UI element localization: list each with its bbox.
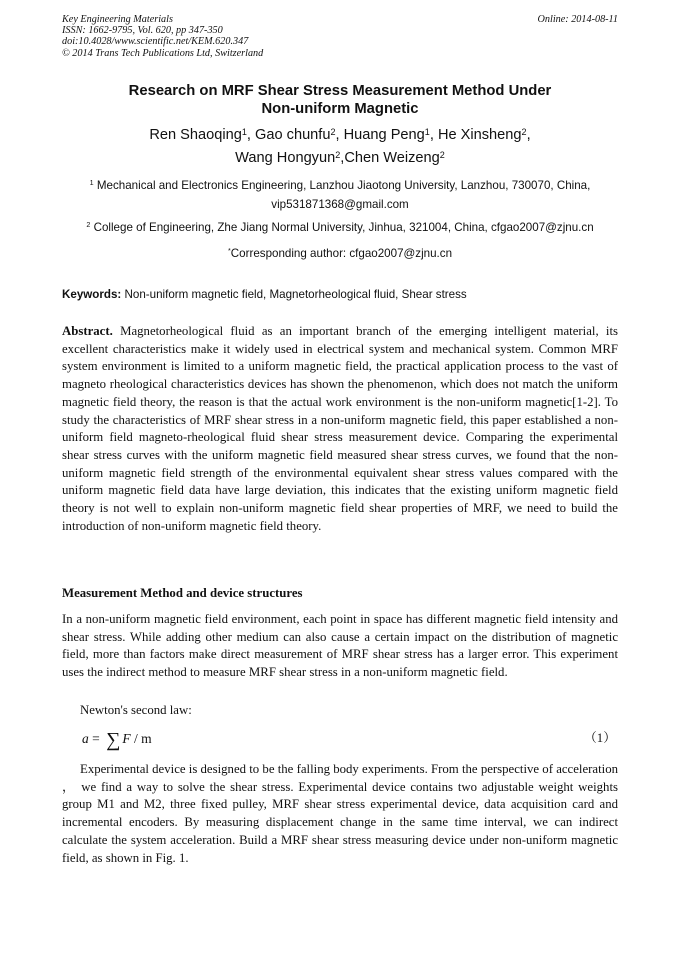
keywords <box>62 286 618 303</box>
paper-title <box>62 82 618 118</box>
affiliation-text: Mechanical and Electronics Engineering, Lanzhou Jiaotong University, Lanzhou, 730070, China, <box>96 179 591 192</box>
equation-sum-symbol: ∑ <box>106 729 121 751</box>
equation-force: F <box>122 731 131 746</box>
newton-law-label: Newton's second law: <box>80 703 192 717</box>
paper-title-line-1: Research on MRF Shear Stress Measurement Method Under <box>128 83 552 99</box>
author-list <box>62 124 618 170</box>
journal-name: Key Engineering Materials <box>62 14 173 25</box>
author-separator: , <box>246 127 256 143</box>
author-name: Ren Shaoqing <box>149 127 242 143</box>
author-separator: , <box>429 127 438 143</box>
corresponding-mark: * <box>227 246 231 256</box>
equation-1 <box>82 727 152 752</box>
body-paragraph-2: Experimental device is designed to be the falling body experiments. From the perspective of acceleration ， we find a way to solve the shear stress. Experimental device contains two adjustable weight weights group M1 and M2, three fixed pulley, MRF shear stress experimental device, data acquisition card and incremental encoders. By measuring displacement change in the same time interval, we can indirect calculate the system acceleration. Build a MRF shear stress measuring device under non-uniform magnetic field, as shown in Fig. 1. <box>62 762 618 865</box>
journal-issn: ISSN: 1662-9795, Vol. 620, pp 347-350 <box>62 25 223 37</box>
keywords-text: Non-uniform magnetic field, Magnetorheological fluid, Shear stress <box>124 288 467 301</box>
author-affiliation-mark: 1 <box>241 126 247 137</box>
online-date: Online: 2014-08-11 <box>537 14 618 25</box>
author-separator: , <box>335 127 344 143</box>
equation-lhs: a <box>82 731 89 746</box>
author-name: He Xinsheng <box>437 127 522 143</box>
keywords-label: Keywords: <box>62 288 122 301</box>
abstract-label: Abstract. <box>62 324 113 338</box>
journal-copyright: © 2014 Trans Tech Publications Ltd, Switzerland <box>62 47 264 59</box>
author-line-1 <box>62 124 618 147</box>
author-name: Wang Hongyun <box>235 150 336 166</box>
author-line-2 <box>62 147 618 170</box>
author-affiliation-mark: 2 <box>335 149 341 160</box>
affiliation-2 <box>62 219 618 238</box>
author-affiliation-mark: 1 <box>424 126 430 137</box>
equation-rest: / m <box>130 731 152 746</box>
corresponding-text: Corresponding author: cfgao2007@zjnu.cn <box>230 247 453 260</box>
author-affiliation-mark: 2 <box>521 126 527 137</box>
section-heading: Measurement Method and device structures <box>62 586 303 600</box>
journal-doi: doi:10.4028/www.scientific.net/KEM.620.347 <box>62 36 249 48</box>
affiliation-mark: 1 <box>89 178 94 188</box>
author-name: Huang Peng <box>343 127 425 143</box>
author-affiliation-mark: 2 <box>439 149 445 160</box>
author-name: Chen Weizeng <box>344 150 440 166</box>
affiliation-1 <box>62 177 618 214</box>
abstract-text: Magnetorheological fluid as an important branch of the emerging intelligent material, its excellent characteristics make it widely used in electrical system and mechanical system. Common MRF system environment is limited to a uniform magnetic field, the practical application process to the vast of magneto rheological characteristics devices has shown the phenomenon, which does not match the uniform magnetic field theory, the reason is that the actual work environment is the non-uniform magnetic[1-2]. To study the characteristics of MRF shear stress in a non-uniform magnetic field, this paper established a non-uniform field magneto-rheological fluid shear stress measurement device. Comparing the experimental shear stress curves with the uniform magnetic field measured shear stress curves, we found that the non-uniform magnetic field strength of the environmental equivalent shear stress values compared with the uniform magnetic field data have large deviation, this indicates that the existing uniform magnetic field theory is not well to explain non-uniform magnetic field shear properties of MRF, we need to build the introduction of non-uniform magnetic field theory. <box>62 324 618 533</box>
equation-number: （1） <box>584 731 616 745</box>
affiliation-text: College of Engineering, Zhe Jiang Normal University, Jinhua, 321004, China, cfgao2007@zjnu.cn <box>93 221 594 234</box>
author-separator: , <box>340 150 345 166</box>
author-separator: , <box>526 127 531 143</box>
affiliation-mark: 2 <box>86 220 91 230</box>
equation-equals: = <box>88 731 104 746</box>
corresponding-author <box>62 245 618 263</box>
journal-header <box>62 14 618 59</box>
body-paragraph-1: In a non-uniform magnetic field environment, each point in space has different magnetic field intensity and shear stress. While adding other medium can also cause a certain impact on the distribution of magnetic field, more than factors make direct measurement of MRF shear stress has a larger error. This experiment uses the indirect method to measure MRF shear stress in a non-uniform magnetic field. <box>62 612 618 680</box>
author-affiliation-mark: 2 <box>330 126 336 137</box>
paper-title-line-2: Non-uniform Magnetic <box>261 101 419 117</box>
author-name: Gao chunfu <box>255 127 331 143</box>
affiliation-email: vip531871368@gmail.com <box>271 197 409 211</box>
abstract <box>62 323 618 535</box>
